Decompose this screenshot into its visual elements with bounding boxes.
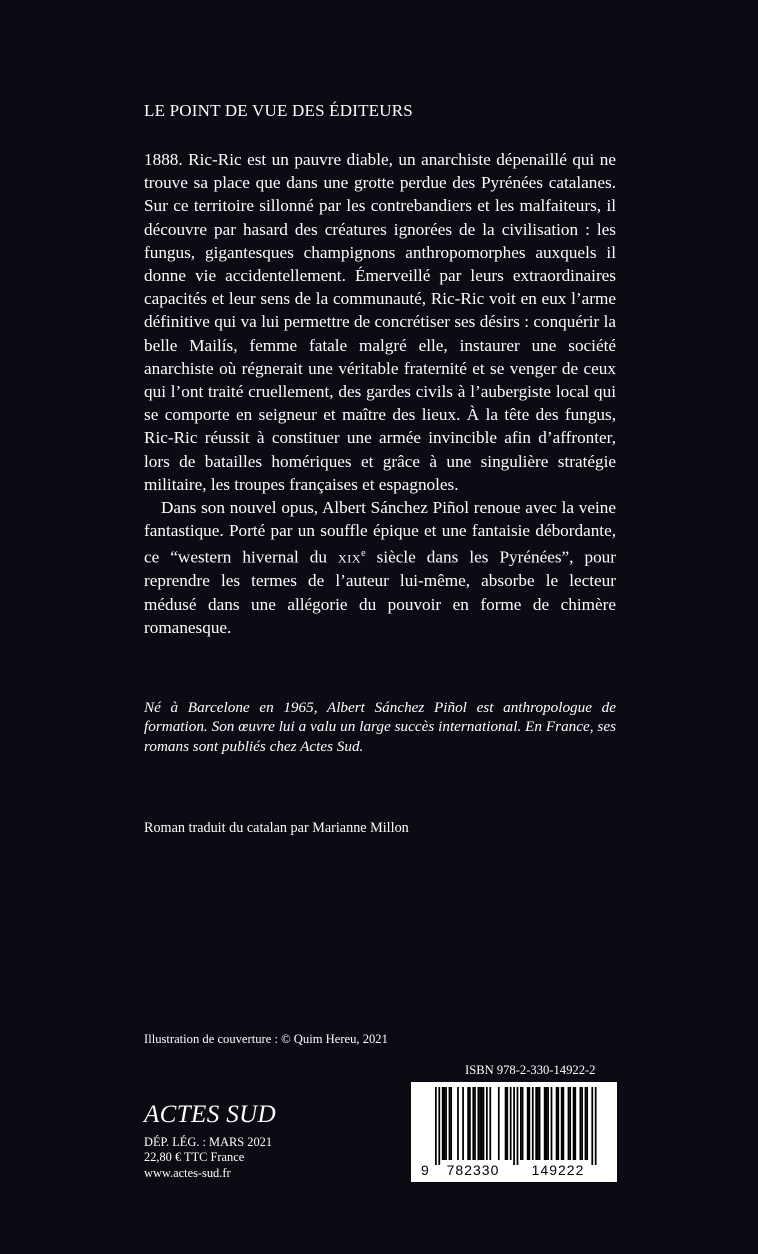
barcode <box>411 1082 617 1182</box>
author-bio: Né à Barcelone en 1965, Albert Sánchez Piñol est anthropologue de formation. Son œuvre lui a valu un large succès international. En France, ses romans sont publiés chez Actes Sud. <box>144 699 616 755</box>
barcode-bar <box>551 1087 553 1160</box>
isbn-number: ISBN 978-2-330-14922-2 <box>465 1063 596 1077</box>
barcode-bar <box>563 1087 565 1160</box>
barcode-bar <box>505 1087 507 1160</box>
barcode-bar <box>469 1087 471 1160</box>
barcode-bar <box>539 1087 541 1160</box>
barcode-bar <box>532 1087 534 1160</box>
barcode-bar <box>568 1087 570 1160</box>
barcode-group-1: 782330 <box>446 1162 500 1178</box>
barcode-bar <box>527 1087 529 1160</box>
price: 22,80 € TTC France <box>144 1150 245 1165</box>
barcode-bar <box>506 1087 508 1160</box>
barcode-bar <box>483 1087 485 1160</box>
barcode-bar <box>513 1087 515 1165</box>
barcode-bar <box>595 1087 597 1165</box>
barcode-bar <box>449 1087 451 1160</box>
legal-deposit: DÉP. LÉG. : MARS 2021 <box>144 1135 273 1149</box>
barcode-bar <box>472 1087 474 1160</box>
barcode-bar <box>535 1087 537 1160</box>
barcode-bar <box>573 1087 575 1160</box>
publisher-logo: ACTES SUD <box>144 1101 277 1128</box>
barcode-bar <box>481 1087 483 1160</box>
century-superscript: e <box>361 548 366 560</box>
barcode-bar <box>450 1087 452 1160</box>
century-numeral: xix <box>338 548 362 568</box>
barcode-bar <box>442 1087 444 1160</box>
barcode-bar <box>445 1087 447 1160</box>
barcode-bar <box>467 1087 469 1160</box>
section-heading: LE POINT DE VUE DES ÉDITEURS <box>144 101 413 120</box>
barcode-bar <box>520 1087 522 1160</box>
website: www.actes-sud.fr <box>144 1165 231 1180</box>
barcode-bar <box>537 1087 539 1160</box>
barcode-bar <box>569 1087 571 1160</box>
summary-p2-end: siècle dans les Pyrénées”, pour reprendre les termes de l’auteur lui-même, absorbe le lecteur médusé dans une allégorie du pouvoir en forme de chimère romanesque. <box>144 548 616 637</box>
barcode-group-2: 149222 <box>531 1162 585 1178</box>
barcode-first-digit: 9 <box>421 1162 429 1178</box>
barcode-bar <box>517 1087 519 1165</box>
barcode-bar <box>581 1087 583 1160</box>
barcode-bar <box>474 1087 476 1160</box>
barcode-bar <box>457 1087 459 1160</box>
barcode-bar <box>574 1087 576 1160</box>
translator-credit: Roman traduit du catalan par Marianne Millon <box>144 820 409 836</box>
barcode-bar <box>546 1087 548 1160</box>
summary-paragraph-2 <box>144 496 616 639</box>
book-summary <box>144 148 616 639</box>
summary-paragraph-1: 1888. Ric-Ric est un pauvre diable, un anarchiste dépenaillé qui ne trouve sa place que dans une grotte perdue des Pyrénées catalanes. Sur ce territoire sillonné par les contrebandiers et les malfaiteurs, il découvre par hasard des créatures ignorées de la civilisation : les fungus, gigantesques champignons anthropomorphes auxquels il donne vie accidentellement. Émerveillé par leurs extraordinaires capacités et leur sens de la communauté, Ric-Ric voit en eux l’arme définitive qui va lui permettre de concrétiser ses désirs : conquérir la belle Mailís, femme fatale malgré elle, instaurer une société anarchiste où régnerait une véritable fraternité et se venger de ceux qui l’ont traité cruellement, des gardes civils à l’aubergiste local qui se comporte en seigneur et maître des lieux. À la tête des fungus, Ric-Ric réussit à constituer une armée invincible afin d’affronter, lors de batailles homériques et grâce à une singulière stratégie militaire, les troupes françaises et espagnoles. <box>144 150 616 494</box>
barcode-bar <box>585 1087 587 1160</box>
barcode-bar <box>478 1087 480 1160</box>
barcode-bar <box>435 1087 437 1165</box>
barcode-bar <box>557 1087 559 1160</box>
publication-info <box>144 1135 272 1181</box>
barcode-bar <box>547 1087 549 1160</box>
barcode-bar <box>438 1087 440 1165</box>
barcode-bar <box>529 1087 531 1160</box>
barcode-bar <box>556 1087 558 1160</box>
barcode-bar <box>561 1087 563 1160</box>
summary-p2-start: Dans son nouvel opus, Albert Sánchez Piñol renoue avec la veine fantastique. Porté par un souffle épique et une fantaisie débordante, ce “western hivernal du <box>144 498 616 568</box>
barcode-bar <box>591 1087 593 1165</box>
barcode-bar <box>580 1087 582 1160</box>
barcode-bar <box>510 1087 512 1160</box>
barcode-bar <box>444 1087 446 1160</box>
barcode-bar <box>479 1087 481 1160</box>
illustration-credit: Illustration de couverture : © Quim Hereu, 2021 <box>144 1032 388 1046</box>
barcode-bar <box>522 1087 524 1160</box>
barcode-bar <box>586 1087 588 1160</box>
barcode-bar <box>498 1087 500 1160</box>
barcode-graphic <box>411 1082 617 1182</box>
barcode-bar <box>486 1087 488 1160</box>
barcode-bar <box>489 1087 491 1160</box>
barcode-bar <box>462 1087 464 1160</box>
barcode-bar <box>544 1087 546 1160</box>
